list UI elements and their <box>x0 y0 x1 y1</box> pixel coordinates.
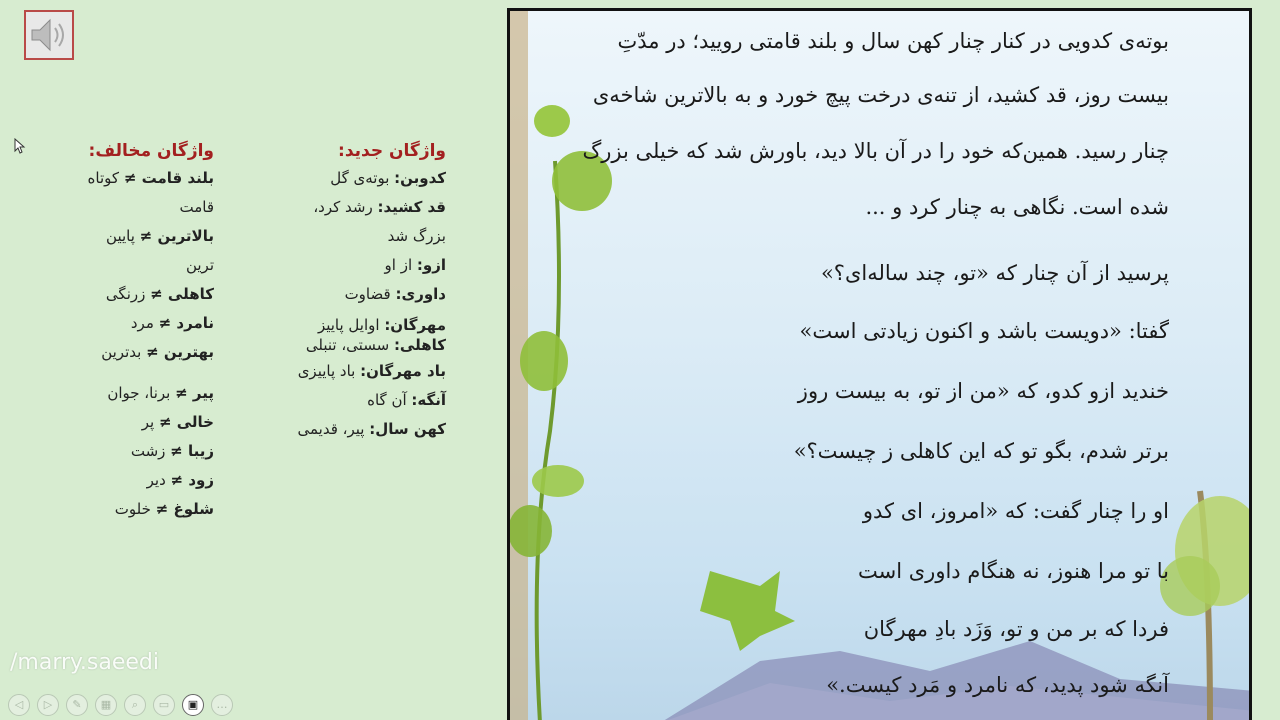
new-word-item: کاهلی: سستی، تنبلی <box>305 336 446 354</box>
verse-line: خندید ازو کدو، که «من از تو، به بیست روز <box>797 379 1169 403</box>
new-word-item: کدوبن: بوته‌ی گل <box>330 169 446 187</box>
subtitles-button[interactable]: ▭ <box>153 694 175 716</box>
slides-menu-button[interactable]: ▦ <box>95 694 117 716</box>
new-word-item: باد مهرگان: باد پاییزی <box>297 362 446 380</box>
antonym-item: پیر ≠ برنا، جوان <box>107 384 214 402</box>
new-word-item: ازو: از او <box>384 256 446 274</box>
poem-background-illustration <box>510 11 1252 720</box>
new-words-heading: واژگان جدید: <box>338 141 446 161</box>
new-word-item: داوری: قضاوت <box>344 285 446 303</box>
previous-slide-button[interactable]: ◁ <box>8 694 30 716</box>
speaker-icon-graphic <box>26 12 72 58</box>
antonym-item: قامت <box>179 198 214 216</box>
prose-line: بیست روز، قد کشید، از تنه‌ی درخت پیچ خورد و به بالاترین شاخه‌ی <box>592 83 1169 107</box>
prose-line: شده است. نگاهی به چنار کرد و ... <box>865 195 1169 219</box>
new-word-item: کهن سال: پیر، قدیمی <box>297 420 446 438</box>
speaker-icon[interactable] <box>24 10 74 60</box>
verse-line: آنگه شود پدید، که نامرد و مَرد کیست.» <box>826 673 1169 697</box>
poem-image-panel <box>507 8 1252 720</box>
verse-line: برتر شدم، بگو تو که این کاهلی ز چیست؟» <box>793 439 1169 463</box>
antonyms-heading: واژگان مخالف: <box>88 141 214 161</box>
next-slide-button[interactable]: ▷ <box>37 694 59 716</box>
antonym-item: کاهلی ≠ زرنگی <box>105 285 214 303</box>
pen-tool-button[interactable]: ✎ <box>66 694 88 716</box>
antonym-item: بلند قامت ≠ کوتاه <box>87 169 214 187</box>
antonym-item: خالی ≠ پر <box>141 413 214 431</box>
antonym-item: بالاترین ≠ پایین <box>106 227 214 245</box>
verse-line: گفتا: «دویست باشد و اکنون زیادتی است» <box>799 319 1169 343</box>
antonyms-column <box>14 138 214 524</box>
antonym-item: ترین <box>185 256 214 274</box>
prose-line: بوته‌ی کدویی در کنار چنار کهن سال و بلند قامتی رویید؛ در مدّتِ <box>617 29 1169 53</box>
slideshow-toolbar <box>8 694 233 716</box>
verse-line: پرسید از آن چنار که «تو، چند ساله‌ای؟» <box>820 261 1169 285</box>
new-word-item: مهرگان: اوایل پاییز <box>317 316 446 334</box>
verse-line: فردا که بر من و تو، وَزَد بادِ مهرگان <box>863 617 1169 641</box>
verse-line: با تو مرا هنوز، نه هنگام داوری است <box>858 559 1169 583</box>
new-words-column <box>266 138 446 444</box>
new-word-item: بزرگ شد <box>387 227 446 245</box>
more-options-button[interactable]: … <box>211 694 233 716</box>
antonym-item: زیبا ≠ زشت <box>130 442 214 460</box>
video-button[interactable]: ▣ <box>182 694 204 716</box>
zoom-button[interactable]: ⌕ <box>124 694 146 716</box>
watermark-text: /marry.saeedi <box>10 650 159 675</box>
antonym-item: بهترین ≠ بدترین <box>101 343 214 361</box>
verse-line: او را چنار گفت: که «امروز، ای کدو <box>862 499 1169 523</box>
antonym-item: شلوغ ≠ خلوت <box>114 500 214 518</box>
new-word-item: آنگه: آن گاه <box>367 391 446 409</box>
prose-line: چنار رسید. همین‌که خود را در آن بالا دید، باورش شد که خیلی بزرگ <box>582 139 1169 163</box>
antonym-item: نامرد ≠ مرد <box>130 314 214 332</box>
antonym-item: زود ≠ دیر <box>146 471 214 489</box>
new-word-item: قد کشید: رشد کرد، <box>313 198 446 216</box>
